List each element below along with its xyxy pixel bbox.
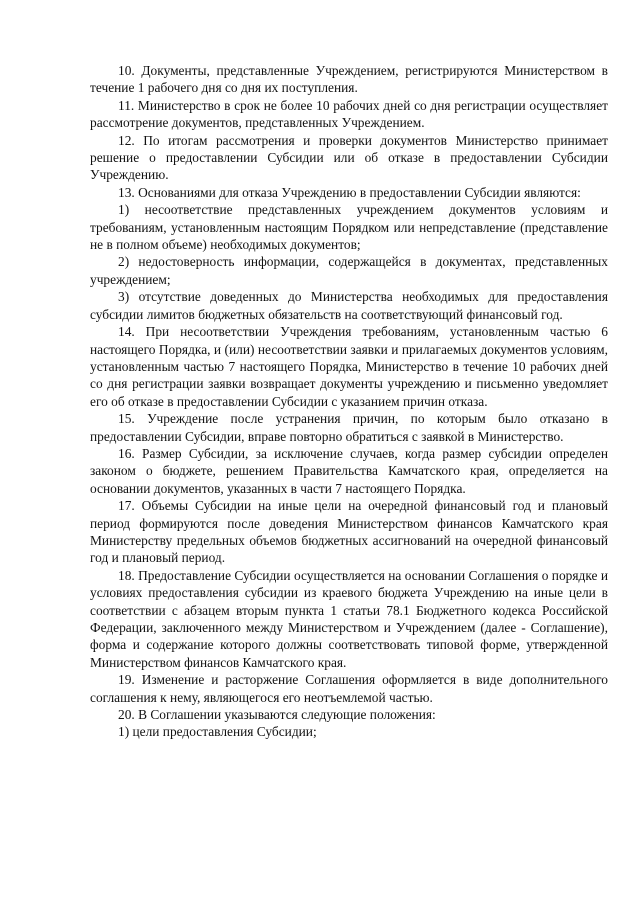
paragraph-15: 15. Учреждение после устранения причин, по которым было отказано в предоставлении Субсидии, вправе повторно обратиться с заявкой в Министерство. [90,411,608,444]
paragraph-16: 16. Размер Субсидии, за исключение случаев, когда размер субсидии определен законом о бюджете, решением Правительства Камчатского края, определяется на основании документов, указанных в части 7 настоящего Порядка. [90,445,608,496]
paragraph-11: 11. Министерство в срок не более 10 рабочих дней со дня регистрации осуществляет рассмотрение документов, представленных Учреждением. [90,97,608,131]
paragraph-12: 12. По итогам рассмотрения и проверки документов Министерство принимает решение о предоставлении Субсидии или об отказе в предоставлении Субсидии Учреждению. [90,132,608,183]
paragraph-20: 20. В Соглашении указываются следующие положения: [118,707,436,723]
paragraph-20-item-1: 1) цели предоставления Субсидии; [118,724,317,740]
paragraph-10: 10. Документы, представленные Учреждением, регистрируются Министерством в течение 1 рабочего дня со дня их поступления. [90,63,608,96]
paragraph-13-item-2: 2) недостоверность информации, содержащейся в документах, представленных учреждением; [90,254,608,287]
document-body [90,62,608,741]
paragraph-19: 19. Изменение и расторжение Соглашения оформляется в виде дополнительного соглашения к нему, являющегося его неотъемлемой частью. [90,672,608,705]
paragraph-13: 13. Основаниями для отказа Учреждению в предоставлении Субсидии являются: [118,184,581,200]
paragraph-14: 14. При несоответствии Учреждения требованиям, установленным частью 6 настоящего Порядка, и (или) несоответствии заявки и прилагаемых документов условиям, установленным частью 7 настоящего Порядка, Министерство в течение 10 рабочих дней со дня регистрации заявки возвращает документы учреждению и письменно уведомляет его об отказе в предоставлении Субсидии с указанием причин отказа. [90,324,608,409]
paragraph-17: 17. Объемы Субсидии на иные цели на очередной финансовый год и плановый период формируются после доведения Министерством финансов Камчатского края Министерству предельных объемов бюджетных ассигнований на очередной финансовый год и плановый период. [90,498,608,566]
paragraph-13-item-1: 1) несоответствие представленных учреждением документов условиям и требованиям, установленным настоящим Порядком или непредставление (представление не в полном объеме) необходимых документов; [90,202,608,253]
paragraph-13-item-3: 3) отсутствие доведенных до Министерства необходимых для предоставления субсидии лимитов бюджетных обязательств на соответствующий финансовый год. [90,289,608,322]
paragraph-18: 18. Предоставление Субсидии осуществляется на основании Соглашения о порядке и условиях предоставления субсидии из краевого бюджета Учреждению на иные цели в соответствии с абзацем вторым пункта 1 статьи 78.1 Бюджетного кодекса Российской Федерации, заключенного между Министерством и Учреждением (далее - Соглашение), форма и содержание которого должны соответствовать типовой форме, утвержденной Министерством финансов Камчатского края. [90,567,608,670]
